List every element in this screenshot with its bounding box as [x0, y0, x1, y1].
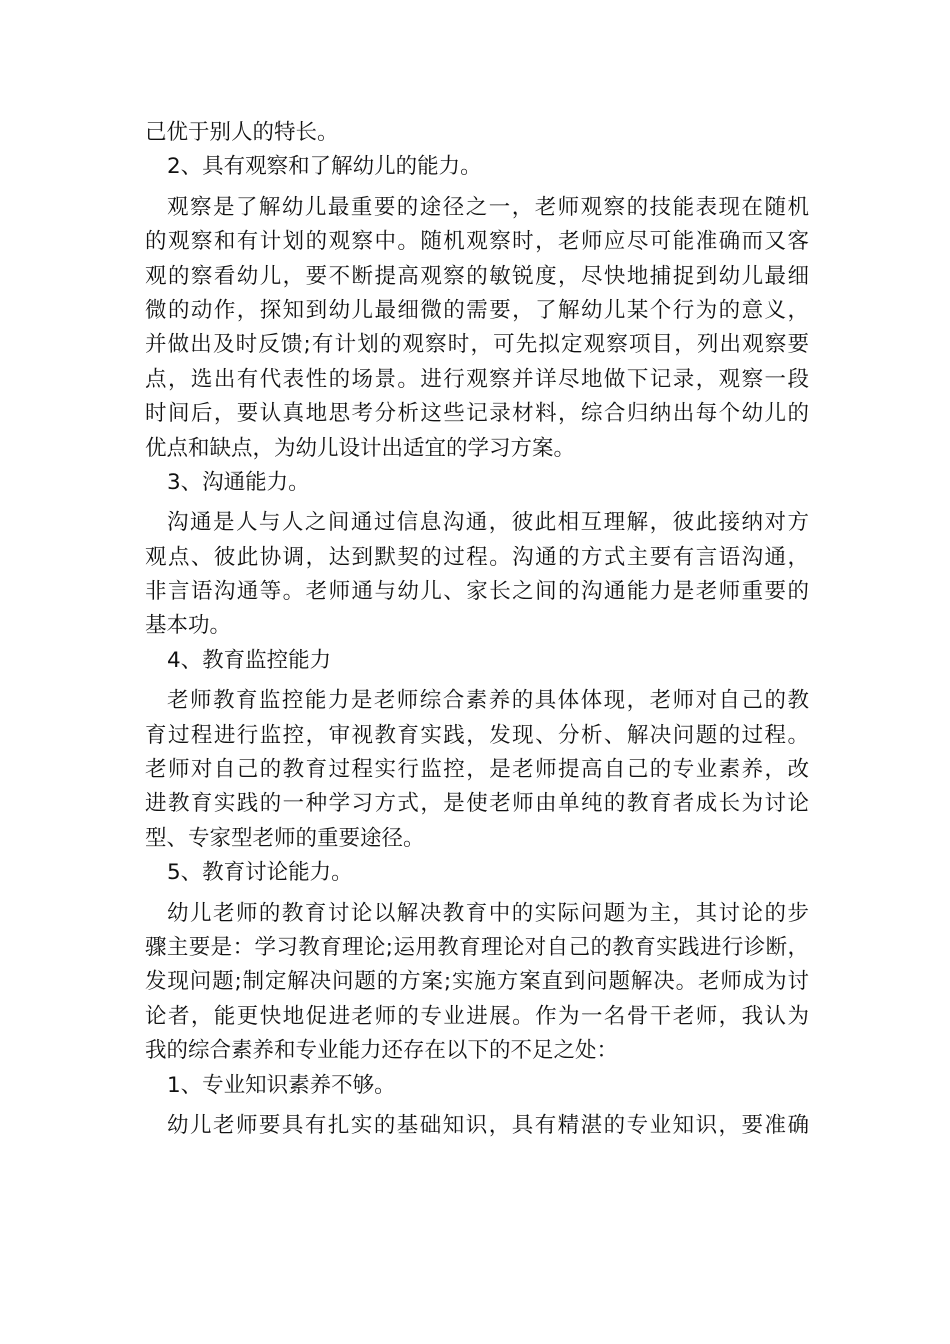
paragraph-line: 幼儿老师的教育讨论以解决教育中的实际问题为主，其讨论的步 [167, 900, 809, 926]
paragraph-line: 型、专家型老师的重要途径。 [145, 825, 425, 851]
section-heading-1: 1、专业知识素养不够。 [167, 1072, 396, 1098]
paragraph-continuation: 己优于别人的特长。 [145, 120, 339, 145]
paragraph-line: 我的综合素养和专业能力还存在以下的不足之处： [145, 1038, 619, 1064]
section-heading-2: 2、具有观察和了解幼儿的能力。 [167, 154, 482, 180]
paragraph-line: 育过程进行监控，审视教育实践，发现、分析、解决问题的过程。 [145, 722, 809, 748]
paragraph-line: 幼儿老师要具有扎实的基础知识，具有精湛的专业知识，要准确 [167, 1112, 809, 1138]
paragraph-line: 的观察和有计划的观察中。随机观察时，老师应尽可能准确而又客 [145, 229, 809, 255]
paragraph-line: 微的动作，探知到幼儿最细微的需要，了解幼儿某个行为的意义， [145, 297, 809, 323]
section-heading-3: 3、沟通能力。 [167, 469, 310, 495]
paragraph-line: 优点和缺点，为幼儿设计出适宜的学习方案。 [145, 435, 576, 461]
paragraph-line: 进教育实践的一种学习方式，是使老师由单纯的教育者成长为讨论 [145, 791, 809, 817]
paragraph-line: 基本功。 [145, 613, 232, 639]
section-heading-4: 4、教育监控能力 [167, 647, 332, 673]
paragraph-line: 论者，能更快地促进老师的专业进展。作为一名骨干老师，我认为 [145, 1003, 809, 1029]
paragraph-line: 老师教育监控能力是老师综合素养的具体体现，老师对自己的教 [167, 688, 809, 714]
paragraph-line: 骤主要是：学习教育理论;运用教育理论对自己的教育实践进行诊断， [145, 934, 809, 960]
document-body [145, 116, 809, 1143]
section-heading-5: 5、教育讨论能力。 [167, 860, 353, 886]
paragraph-line: 老师对自己的教育过程实行监控，是老师提高自己的专业素养，改 [145, 757, 809, 783]
paragraph-line: 观的察看幼儿，要不断提高观察的敏锐度，尽快地捕捉到幼儿最细 [145, 263, 809, 289]
paragraph-line: 发现问题;制定解决问题的方案;实施方案直到问题解决。老师成为讨 [145, 969, 809, 995]
paragraph-line: 观察是了解幼儿最重要的途径之一，老师观察的技能表现在随机 [167, 194, 809, 220]
paragraph-line: 沟通是人与人之间通过信息沟通，彼此相互理解，彼此接纳对方 [167, 510, 809, 536]
paragraph-line: 点，选出有代表性的场景。进行观察并详尽地做下记录，观察一段 [145, 366, 809, 392]
paragraph-line: 并做出及时反馈;有计划的观察时，可先拟定观察项目，列出观察要 [145, 332, 809, 358]
paragraph-line: 时间后，要认真地思考分析这些记录材料，综合归纳出每个幼儿的 [145, 401, 809, 427]
paragraph-line: 观点、彼此协调，达到默契的过程。沟通的方式主要有言语沟通， [145, 544, 809, 570]
paragraph-line: 非言语沟通等。老师通与幼儿、家长之间的沟通能力是老师重要的 [145, 579, 809, 605]
